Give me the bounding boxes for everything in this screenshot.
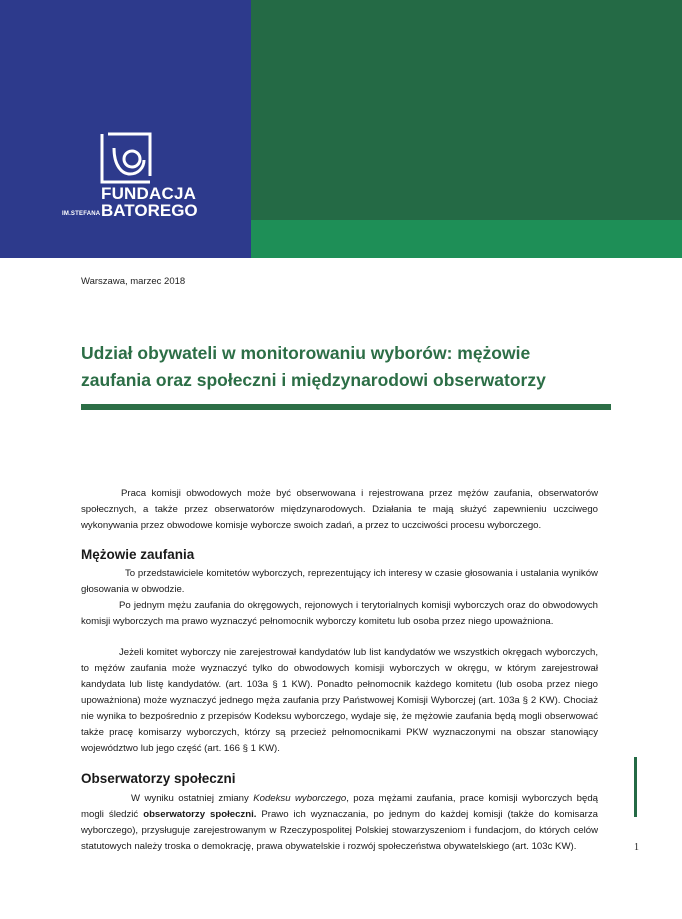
section2-text-b: , poza mężami zaufania, prace komisji wyborczych będą mogli śledzić	[81, 793, 598, 820]
section2-paragraph-1	[81, 791, 598, 855]
logo-text-batorego: BATOREGO	[101, 201, 198, 220]
header-green-band	[251, 220, 682, 258]
section2-text-c: Prawo ich wyznaczania, po jednym do każdej komisji (także do komisarza wyborczego), przysługuje zarejestrowanym w Rzeczypospolitej Polskiej stowarzyszeniom i fundacjom, do których celów statutowych należy troska o demokrację, prawa obywatelskie i rozwój społeczeństwa obywatelskiego (art. 103c KW).	[81, 809, 598, 852]
logo-text-fundacja: FUNDACJA	[101, 184, 197, 203]
section1-p3-text: Jeżeli komitet wyborczy nie zarejestrował kandydatów lub list kandydatów we wszystkich okręgach wyborczych, to mężów zaufania może wyznaczyć tylko do obwodowych komisji wyborczych w okręgu, w którym zarejestrował kandydata lub listę kandydatów. (art. 103a § 1 KW). Ponadto pełnomocnik każdego komitetu (lub osoba przez niego upoważniona) może wyznaczyć jednego męża zaufania przy Państwowej Komisji Wyborczej (art. 103a § 2 KW). Chociaż nie wynika to bezpośrednio z przepisów Kodeksu wyborczego, wydaje się, że mężowie zaufania będą mogli obserwować także pracę komisarzy wyborczych, którzy są przecież pełnomocnikami PKW wyznaczonymi na obszar stanowiący województwo lub jego część (art. 166 § 1 KW).	[81, 647, 598, 754]
section-heading-mezowie: Mężowie zaufania	[81, 547, 195, 562]
section1-p1-text: To przedstawiciele komitetów wyborczych, reprezentujący ich interesy w czasie głosowania i ustalania wyników głosowania w obwodzie.	[81, 568, 598, 595]
title-line-1: Udział obywateli w monitorowaniu wyborów: mężowie	[81, 343, 531, 363]
section2-emphasis: Kodeksu wyborczego	[253, 793, 347, 804]
section1-paragraph-1	[81, 566, 598, 598]
foundation-logo-icon	[100, 132, 152, 184]
page-number: 1	[634, 842, 639, 853]
section2-text-a: W wyniku ostatniej zmiany	[131, 793, 254, 804]
document-date: Warszawa, marzec 2018	[81, 276, 186, 287]
document-title	[81, 340, 621, 394]
logo-text-im-stefana: IM.STEFANA	[62, 211, 101, 217]
section1-p2-text: Po jednym mężu zaufania do okręgowych, rejonowych i terytorialnych komisji wyborczych oraz do obwodowych komisji wyborczych ma prawo wyznaczyć pełnomocnik wyborczy komitetu lub osoba przez niego upoważniona.	[81, 600, 598, 627]
section-heading-obserwatorzy: Obserwatorzy społeczni	[81, 771, 236, 786]
title-underline	[81, 404, 611, 410]
header-green-panel	[251, 0, 682, 220]
section1-paragraph-3	[81, 645, 598, 757]
intro-paragraph	[81, 486, 598, 534]
margin-rule	[634, 757, 637, 817]
section1-paragraph-2	[81, 598, 598, 630]
section2-strong: obserwatorzy społeczni.	[143, 809, 257, 820]
intro-text: Praca komisji obwodowych może być obserwowana i rejestrowana przez mężów zaufania, obserwatorów społecznych, a także przez obserwatorów międzynarodowych. Działania te mają służyć zapewnieniu uczciwego wykonywania przez obwodowe komisje wyborcze swoich zadań, a przez to uczciwości procesu wyborczego.	[81, 488, 598, 531]
title-line-2: zaufania oraz społeczni i międzynarodowi obserwatorzy	[81, 370, 546, 390]
